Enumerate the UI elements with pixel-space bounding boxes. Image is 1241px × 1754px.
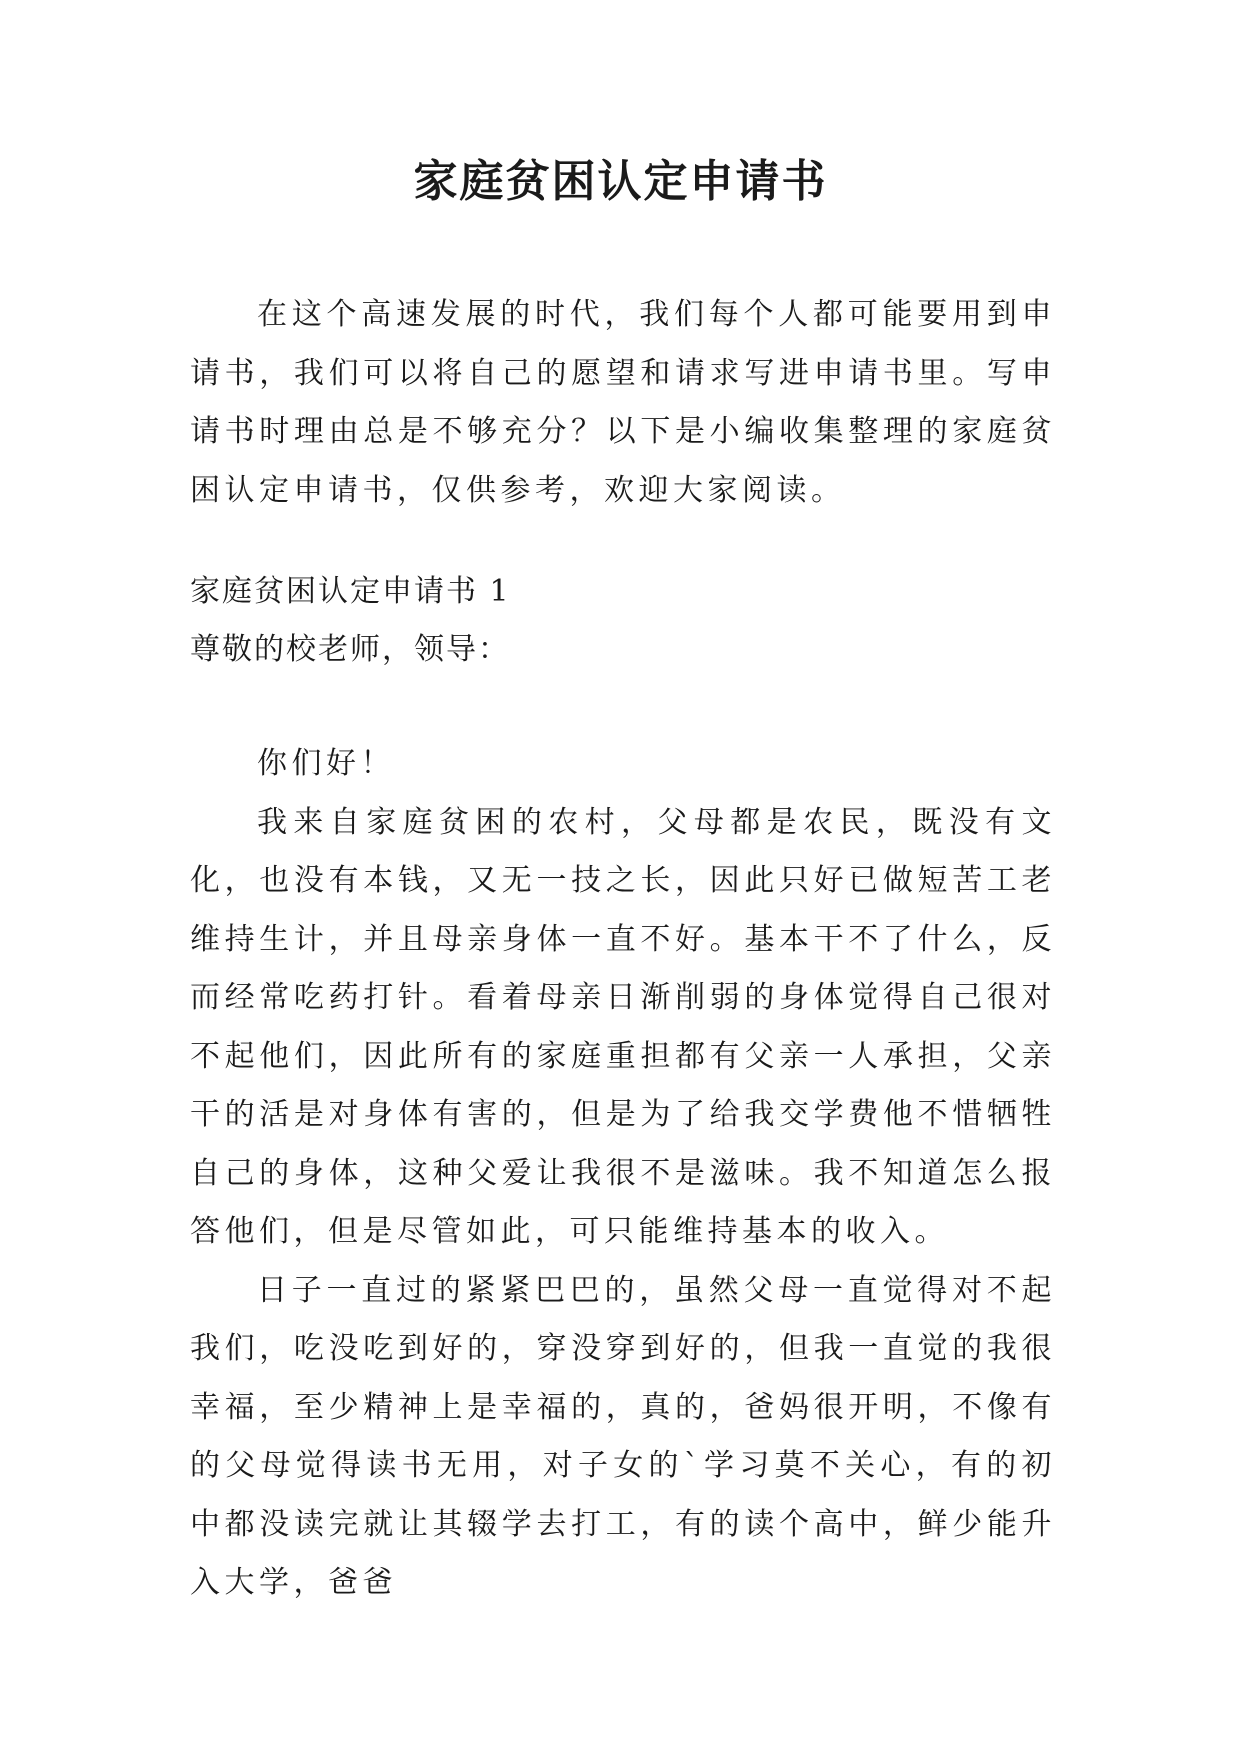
- document-body: [190, 286, 1056, 1613]
- document-title: 家庭贫困认定申请书: [413, 156, 828, 207]
- body-paragraph: 日子一直过的紧紧巴巴的，虽然父母一直觉得对不起我们，吃没吃到好的，穿没穿到好的，但我一直觉的我很幸福，至少精神上是幸福的，真的，爸妈很开明，不像有的父母觉得读书无用，对子女的`学习莫不关心，有的初中都没读完就让其辍学去打工，有的读个高中，鲜少能升入大学，爸爸: [190, 1272, 1056, 1600]
- body-paragraph: 我来自家庭贫困的农村，父母都是农民，既没有文化，也没有本钱，又无一技之长，因此只好已做短苦工老维持生计，并且母亲身体一直不好。基本干不了什么，反而经常吃药打针。看着母亲日渐削弱的身体觉得自己很对不起他们，因此所有的家庭重担都有父亲一人承担，父亲干的活是对身体有害的，但是为了给我交学费他不惜牺牲自己的身体，这种父爱让我很不是滋味。我不知道怎么报答他们，但是尽管如此，可只能维持基本的收入。: [190, 804, 1056, 1249]
- salutation: 尊敬的校老师，领导：: [190, 632, 510, 667]
- greeting: 你们好！: [257, 746, 395, 781]
- intro-paragraph: 在这个高速发展的时代，我们每个人都可能要用到申请书，我们可以将自己的愿望和请求写进申请书里。写申请书时理由总是不够充分？以下是小编收集整理的家庭贫困认定申请书，仅供参考，欢迎大家阅读。: [190, 297, 1056, 508]
- section-heading: 家庭贫困认定申请书 1: [190, 574, 511, 609]
